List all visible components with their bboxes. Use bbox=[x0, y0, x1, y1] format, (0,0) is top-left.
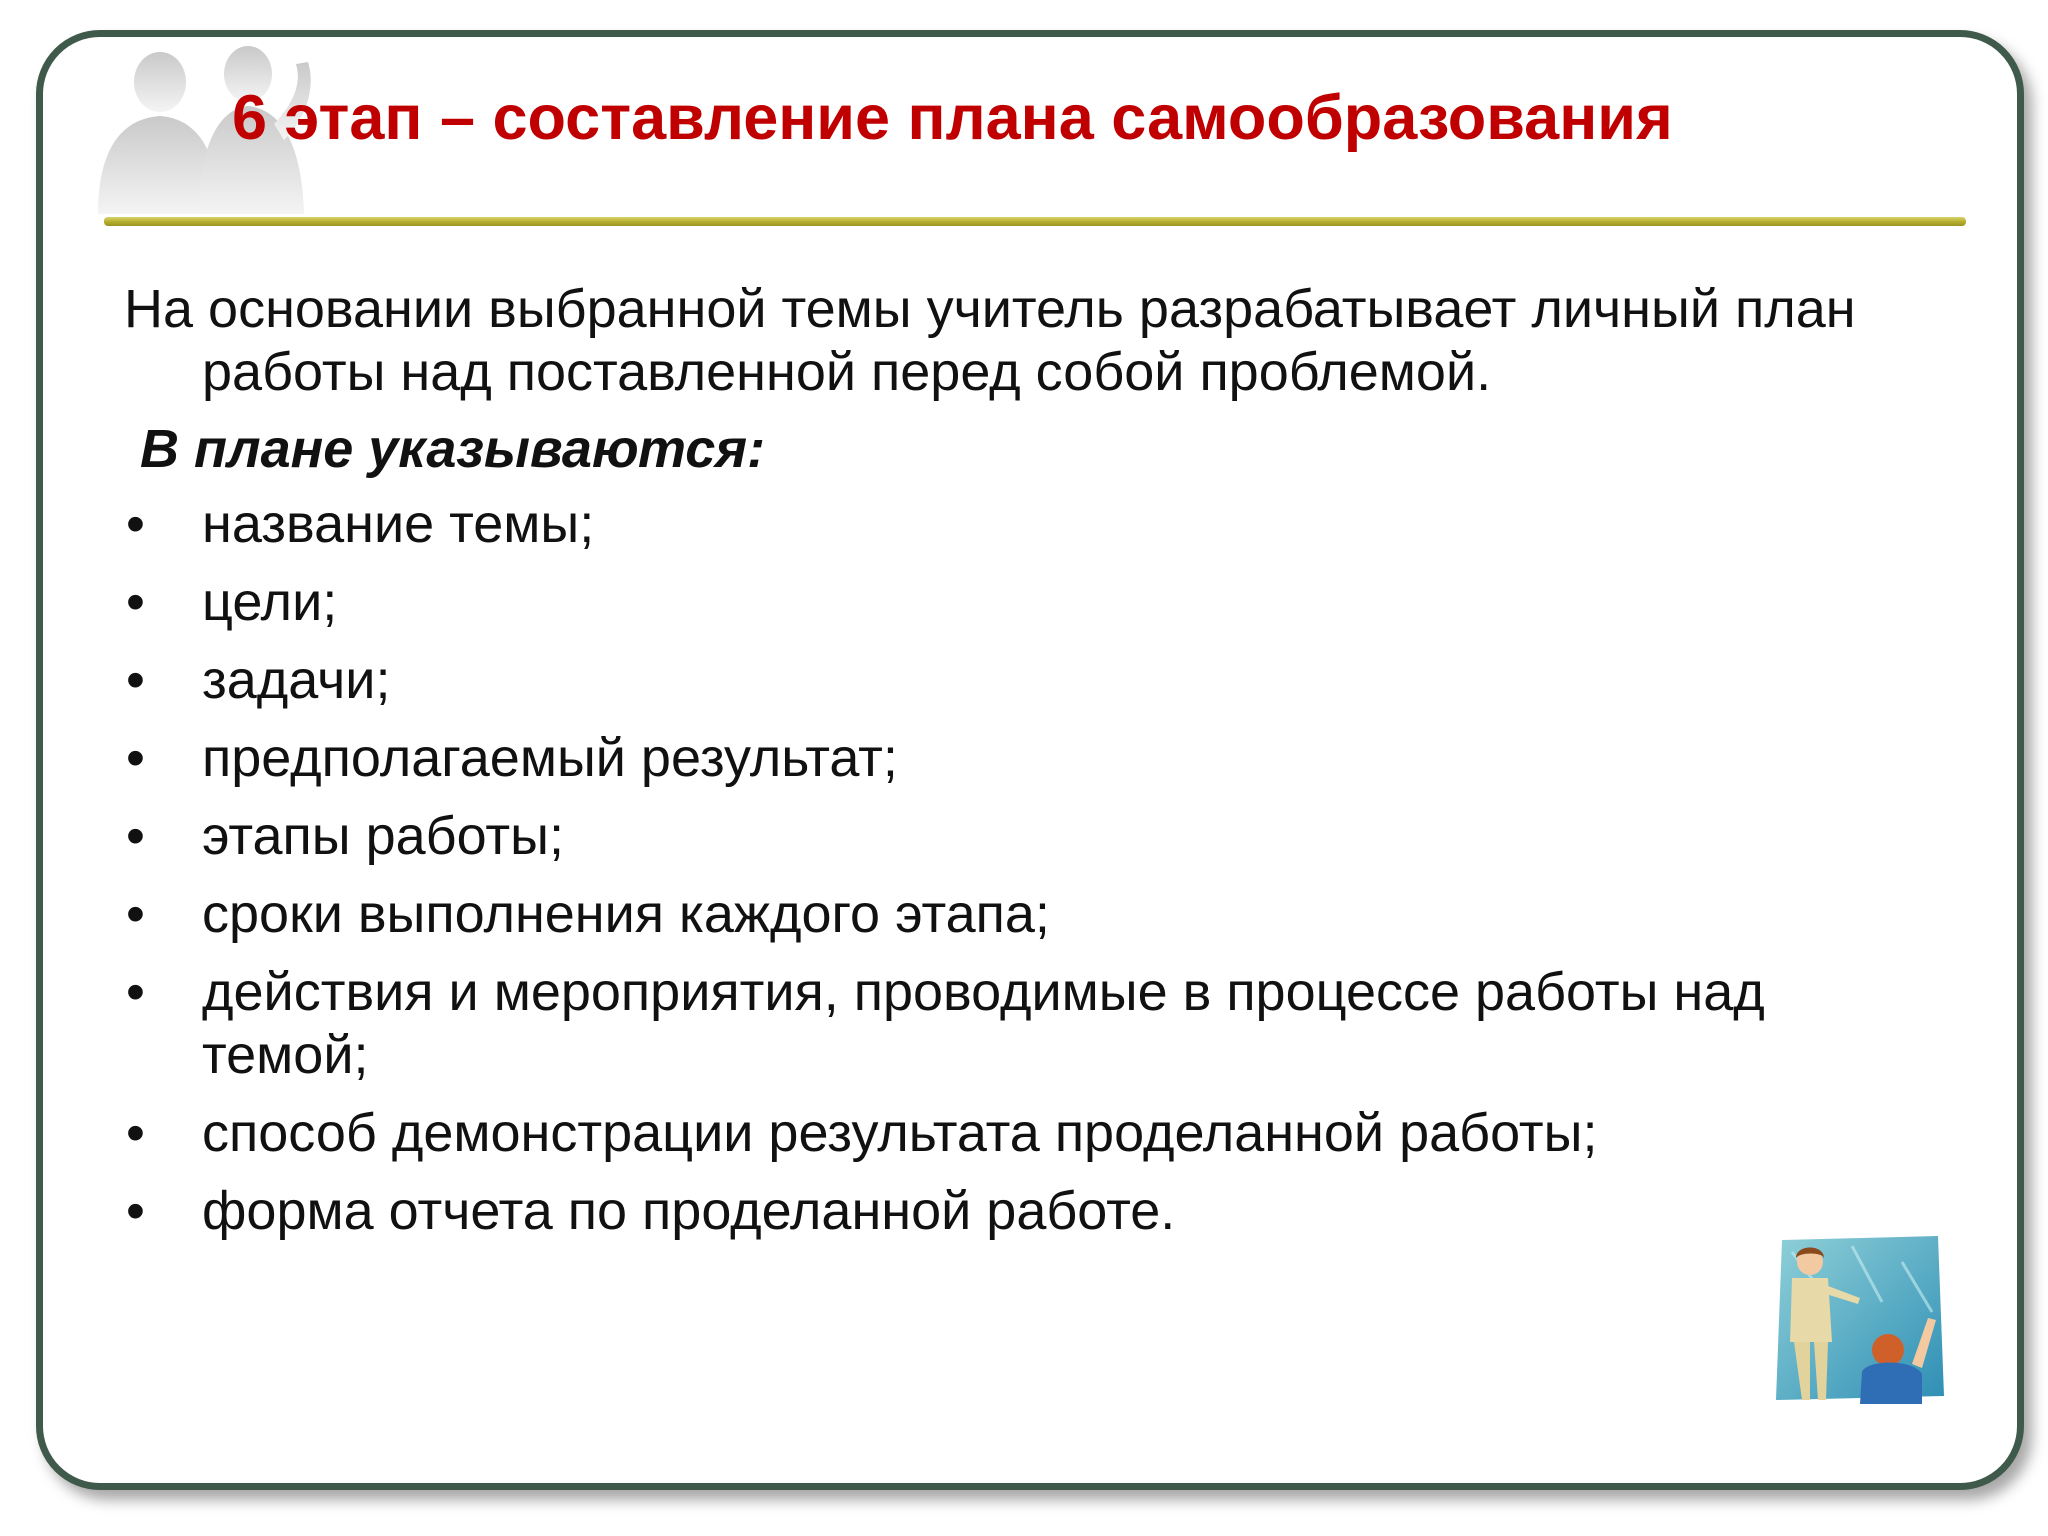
bullet-icon: • bbox=[126, 572, 145, 632]
list-item bbox=[124, 727, 1924, 790]
list-item-text: форма отчета по проделанной работе. bbox=[202, 1181, 1176, 1241]
list-item-text: действия и мероприятия, проводимые в процессе работы над темой; bbox=[202, 962, 1765, 1085]
list-item-text: цели; bbox=[202, 572, 338, 632]
teacher-at-board-icon bbox=[1762, 1232, 1948, 1404]
slide-title: 6 этап – составление плана самообразования bbox=[232, 83, 1673, 153]
list-item bbox=[124, 493, 1924, 556]
plan-items-list bbox=[124, 493, 1924, 1243]
slide-body bbox=[124, 278, 1924, 1258]
list-item-text: этапы работы; bbox=[202, 806, 564, 866]
list-item bbox=[124, 961, 1924, 1087]
list-item bbox=[124, 1180, 1924, 1243]
list-item-text: задачи; bbox=[202, 650, 391, 710]
bullet-icon: • bbox=[126, 962, 145, 1022]
list-item bbox=[124, 571, 1924, 634]
list-item-text: сроки выполнения каждого этапа; bbox=[202, 884, 1050, 944]
list-item bbox=[124, 649, 1924, 712]
list-item bbox=[124, 1102, 1924, 1165]
bullet-icon: • bbox=[126, 650, 145, 710]
bullet-icon: • bbox=[126, 1181, 145, 1241]
list-item-text: название темы; bbox=[202, 494, 595, 554]
bullet-icon: • bbox=[126, 728, 145, 788]
list-item bbox=[124, 805, 1924, 868]
list-item-text: предполагаемый результат; bbox=[202, 728, 898, 788]
list-item bbox=[124, 883, 1924, 946]
plan-subheading: В плане указываются: bbox=[140, 419, 766, 479]
bullet-icon: • bbox=[126, 884, 145, 944]
bullet-icon: • bbox=[126, 1103, 145, 1163]
bullet-icon: • bbox=[126, 494, 145, 554]
title-divider bbox=[104, 217, 1966, 226]
list-item-text: способ демонстрации результата проделанной работы; bbox=[202, 1103, 1598, 1163]
bullet-icon: • bbox=[126, 806, 145, 866]
intro-paragraph: На основании выбранной темы учитель разрабатывает личный план работы над поставленной перед собой проблемой. bbox=[124, 279, 1856, 402]
